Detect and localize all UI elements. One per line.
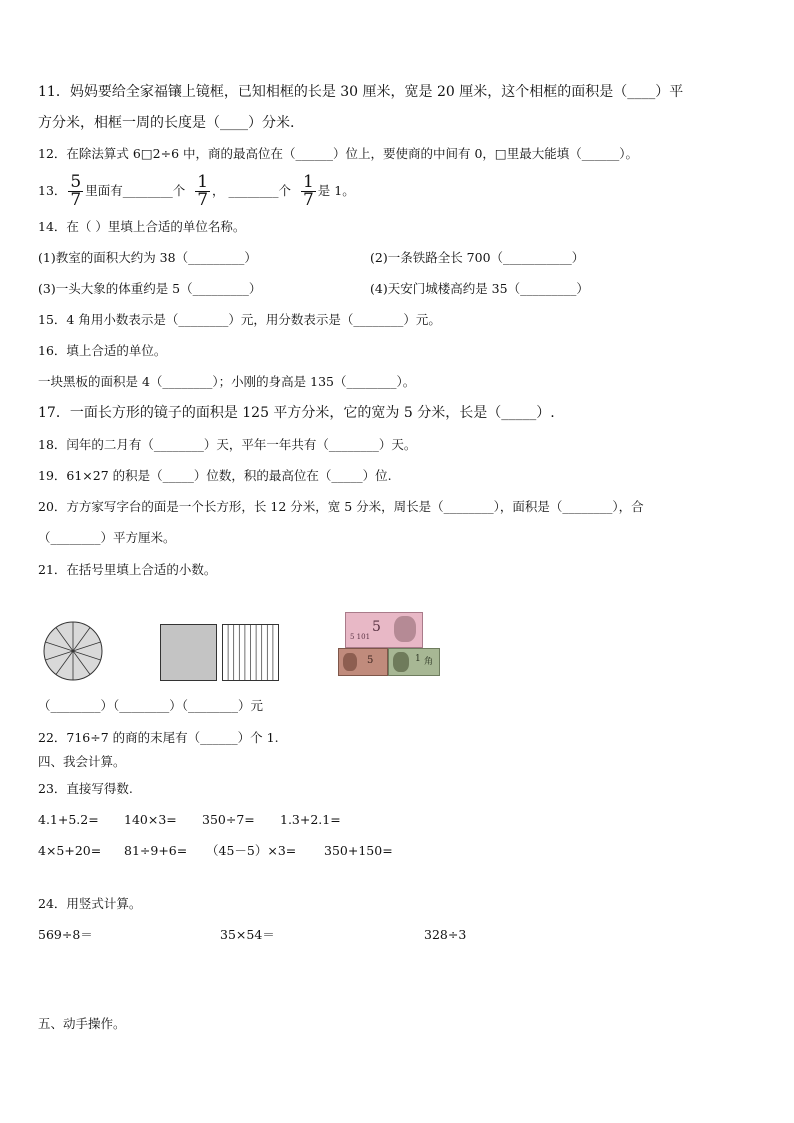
q14-item-2: (2)一条铁路全长 700（___________） xyxy=(370,250,585,265)
fraction-denominator: 7 xyxy=(70,190,82,210)
q13 xyxy=(38,172,355,210)
q11-line2: 方分米，相框一周的长度是（____）分米. xyxy=(38,115,295,131)
note-unit: 角 xyxy=(424,657,434,667)
q14-row1 xyxy=(38,250,585,266)
vertical-calc-item: 35×54＝ xyxy=(220,927,275,942)
q16-line: 一块黑板的面积是 4（________）；小刚的身高是 135（________）。 xyxy=(38,374,416,389)
fraction-numerator: 5 xyxy=(70,172,82,192)
note-denomination: 1 xyxy=(415,654,421,664)
q13-part1: 里面有________个 xyxy=(85,183,186,198)
calc-item: 81÷9+6= xyxy=(124,843,188,858)
q14-title: 14．在（ ）里填上合适的单位名称。 xyxy=(38,219,246,234)
shaded-square-figure xyxy=(160,624,217,681)
fraction-numerator: 1 xyxy=(197,172,209,192)
q23-row2 xyxy=(38,843,458,859)
calc-item: 4×5+20= xyxy=(38,843,102,858)
five-jiao-note xyxy=(338,648,388,676)
section4-title: 四、我会计算。 xyxy=(38,754,126,769)
q11-line1: 11．妈妈要给全家福镶上镜框，已知相框的长是 30 厘米，宽是 20 厘米，这个相框的面积是（____）平 xyxy=(38,84,684,100)
q13-prefix: 13． xyxy=(38,183,67,198)
fraction-denominator: 7 xyxy=(302,190,314,210)
portrait-icon xyxy=(393,652,409,672)
q20-line2: （________）平方厘米。 xyxy=(38,530,176,545)
note-denomination: 5 xyxy=(372,619,381,635)
q12: 12．在除法算式 6□2÷6 中，商的最高位在（______）位上，要使商的中间有 0，□里最大能填（______）。 xyxy=(38,146,638,161)
q21-answers: （________）（________）（________）元 xyxy=(38,698,264,713)
q14-item-3: (3)一头大象的体重约是 5（_________） xyxy=(38,281,262,296)
q13-part3: 是 1。 xyxy=(317,183,355,198)
portrait-icon xyxy=(343,653,357,671)
calc-item: 350+150= xyxy=(324,843,393,858)
calc-item: 350÷7= xyxy=(202,812,255,827)
q16-title: 16．填上合适的单位。 xyxy=(38,343,167,358)
q24-title: 24．用竖式计算。 xyxy=(38,896,142,911)
fraction-numerator: 1 xyxy=(302,172,314,192)
striped-square-figure xyxy=(222,624,279,681)
q22: 22．716÷7 的商的末尾有（______）个 1. xyxy=(38,730,279,745)
pie-figure-tenths xyxy=(42,620,104,682)
q14-item-4: (4)天安门城楼高约是 35（_________） xyxy=(370,281,589,296)
section5-title: 五、动手操作。 xyxy=(38,1016,126,1031)
q24-row xyxy=(38,927,498,943)
q13-part2: ， ________个 xyxy=(212,183,292,198)
q17: 17．一面长方形的镜子的面积是 125 平方分米，它的宽为 5 分米，长是（_____）. xyxy=(38,405,555,421)
fraction-1-7 xyxy=(195,174,210,209)
q15: 15．4 角用小数表示是（________）元，用分数表示是（________）元。 xyxy=(38,312,441,327)
q14-item-1: (1)教室的面积大约为 38（_________） xyxy=(38,250,257,265)
fraction-denominator: 7 xyxy=(197,190,209,210)
one-jiao-note xyxy=(388,648,440,676)
vertical-calc-item: 328÷3 xyxy=(424,927,467,942)
note-serial: 5 101 xyxy=(350,633,371,641)
note-denomination: 5 xyxy=(367,655,374,666)
calc-item: 4.1+5.2= xyxy=(38,812,99,827)
calc-item: （45－5）×3= xyxy=(206,843,297,858)
fraction-5-7 xyxy=(68,174,83,209)
q14-row2 xyxy=(38,281,589,297)
calc-item: 1.3+2.1= xyxy=(280,812,341,827)
q21-title: 21．在括号里填上合适的小数。 xyxy=(38,562,217,577)
calc-item: 140×3= xyxy=(124,812,177,827)
q20-line1: 20．方方家写字台的面是一个长方形，长 12 分米，宽 5 分米，周长是（________），面积是（________），合 xyxy=(38,499,644,514)
q23-row1 xyxy=(38,812,458,828)
q18: 18．闰年的二月有（________）天，平年一年共有（________）天。 xyxy=(38,437,417,452)
five-yuan-note xyxy=(345,612,423,648)
fraction-1-7 xyxy=(301,174,316,209)
q23-title: 23．直接写得数. xyxy=(38,781,133,796)
q19: 19．61×27 的积是（_____）位数，积的最高位在（_____）位. xyxy=(38,468,392,483)
portrait-icon xyxy=(394,616,416,642)
vertical-calc-item: 569÷8＝ xyxy=(38,927,93,942)
